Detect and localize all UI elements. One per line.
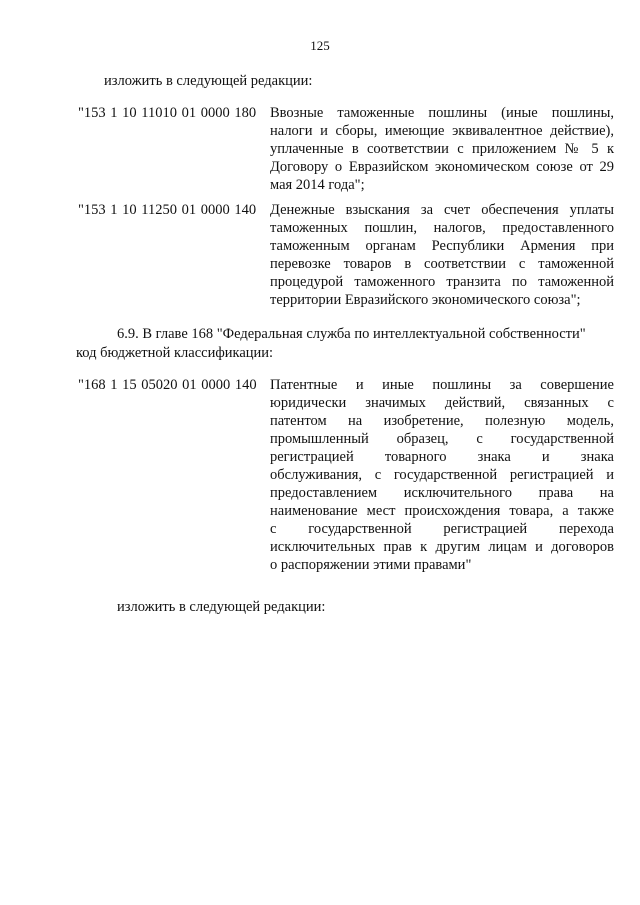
- description-line: уплаченные в соответствии с приложением № 5 к: [270, 141, 614, 157]
- page-number: 125: [310, 38, 330, 53]
- description-line: Договору о Евразийском экономическом союзе от 29: [270, 159, 614, 175]
- section-heading-line: 6.9. В главе 168 "Федеральная служба по интеллектуальной собственности": [117, 326, 586, 342]
- description-line: наименование мест происхождения товара, а также: [270, 503, 614, 519]
- entry-code: "153 1 10 11010 01 0000 180: [78, 105, 257, 121]
- description-line: территории Евразийского экономического союза";: [270, 292, 581, 308]
- description-line: процедурой таможенного транзита по таможенной: [270, 274, 614, 290]
- section-heading-line: код бюджетной классификации:: [76, 345, 274, 361]
- description-line: патентом на изобретение, полезную модель,: [270, 413, 614, 429]
- entry-code: "168 1 15 05020 01 0000 140: [78, 377, 257, 393]
- description-line: юридически значимых действий, связанных с: [270, 395, 614, 411]
- classification-entry-2: [78, 201, 614, 311]
- entry-description: [270, 376, 614, 574]
- description-line: обслуживания, с государственной регистрацией и: [270, 467, 614, 483]
- classification-entry-1: [78, 104, 614, 196]
- description-line: Денежные взыскания за счет обеспечения уплаты: [270, 202, 614, 218]
- classification-entry-3: [78, 376, 614, 576]
- closing-line: изложить в следующей редакции:: [117, 599, 326, 615]
- description-line: Патентные и иные пошлины за совершение: [270, 377, 614, 393]
- entry-description: [270, 104, 614, 194]
- description-line: промышленный образец, с государственной: [270, 431, 614, 447]
- description-line: исключительных прав к другим лицам и договоров: [270, 539, 614, 555]
- description-line: Ввозные таможенные пошлины (иные пошлины,: [270, 105, 614, 121]
- description-line: регистрацией товарного знака и знака: [270, 449, 614, 465]
- description-line: таможенным органам Республики Армения при: [270, 238, 614, 254]
- description-line: мая 2014 года";: [270, 177, 365, 193]
- entry-description: [270, 201, 614, 309]
- description-line: о распоряжении этими правами": [270, 557, 472, 573]
- intro-line: изложить в следующей редакции:: [104, 73, 313, 89]
- description-line: с государственной регистрацией перехода: [270, 521, 614, 537]
- description-line: налоги и сборы, имеющие эквивалентное действие),: [270, 123, 614, 139]
- description-line: предоставлением исключительного права на: [270, 485, 614, 501]
- description-line: таможенных пошлин, налогов, предоставленного: [270, 220, 614, 236]
- entry-code: "153 1 10 11250 01 0000 140: [78, 202, 257, 218]
- description-line: перевозке товаров в соответствии с таможенной: [270, 256, 614, 272]
